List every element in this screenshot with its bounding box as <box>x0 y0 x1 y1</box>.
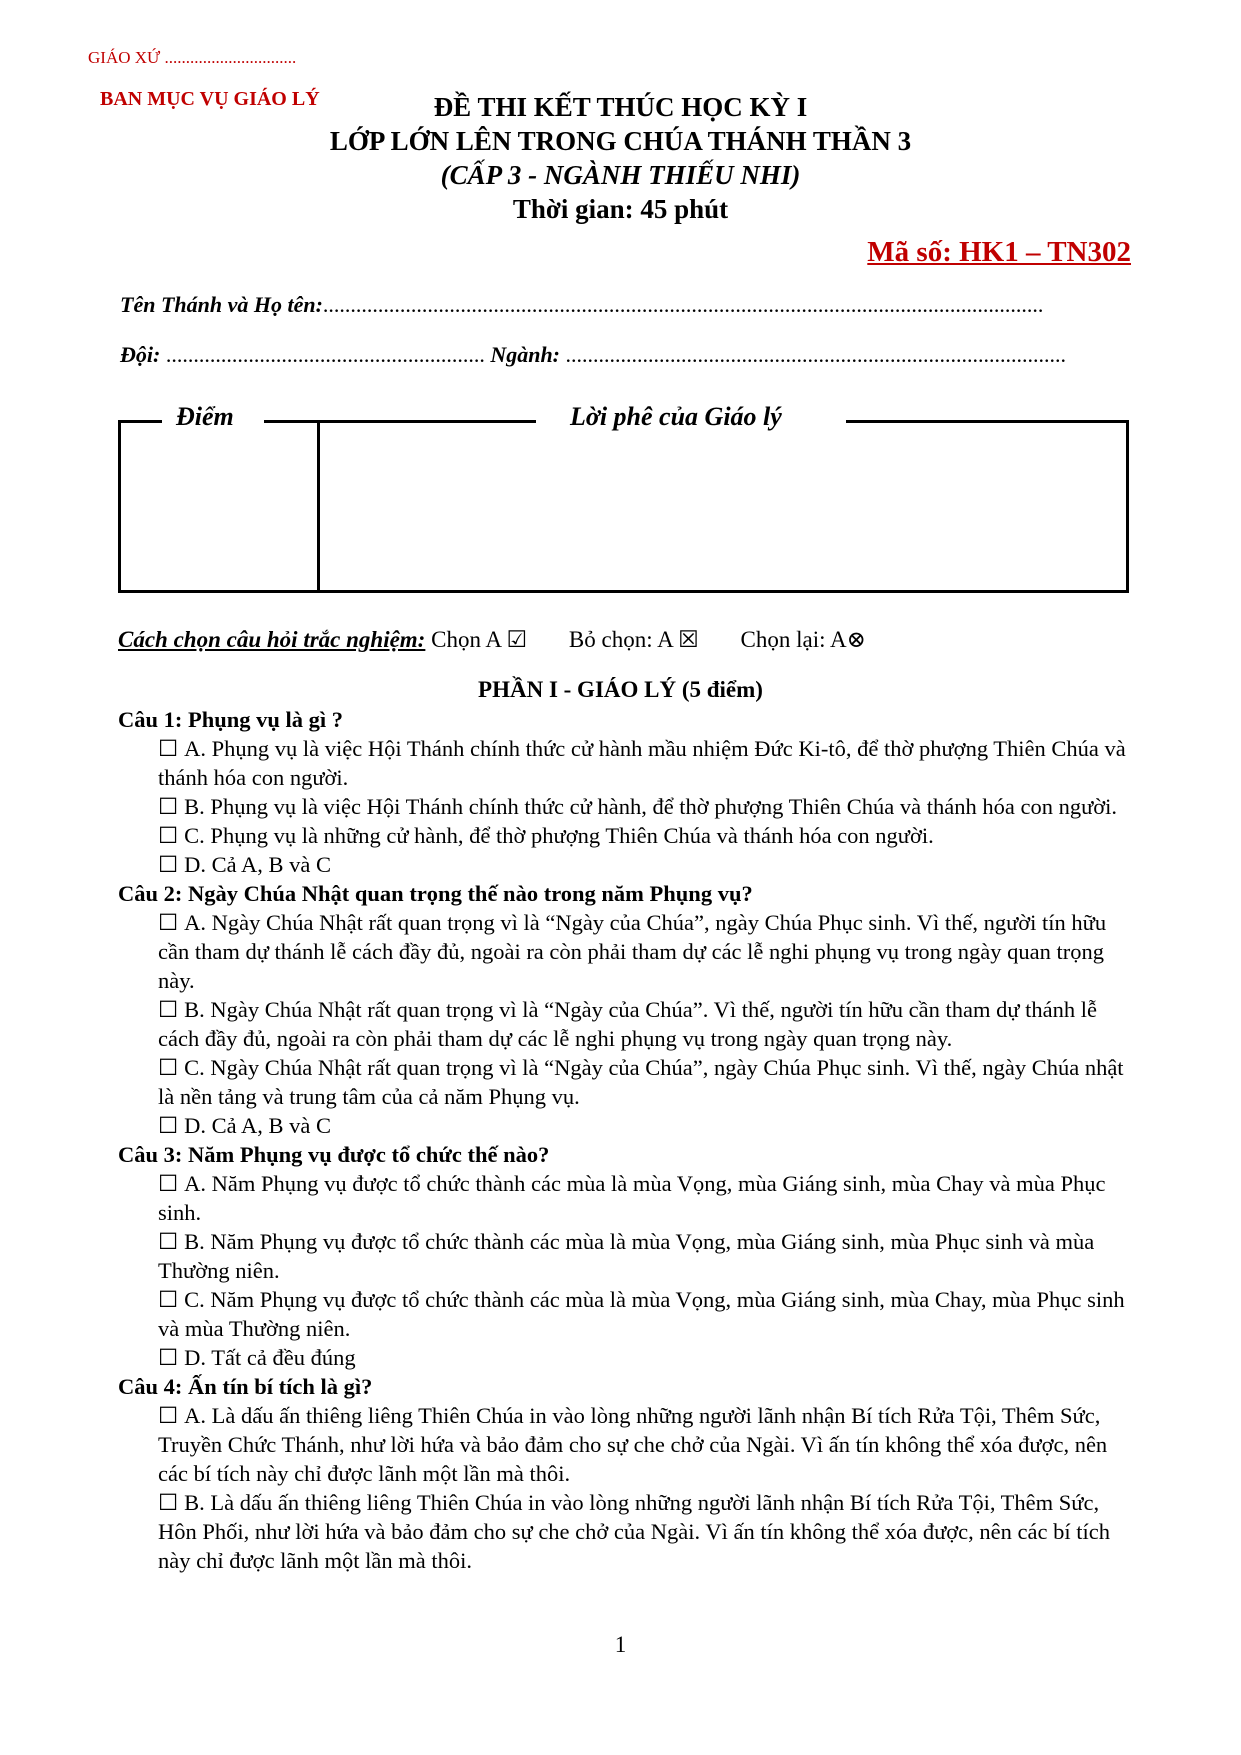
comment-box <box>314 420 1129 593</box>
instruction-rechoose: Chọn lại: A⊗ <box>740 627 866 652</box>
answer-option-text: A. Ngày Chúa Nhật rất quan trọng vì là “Ngày của Chúa”, ngày Chúa Phục sinh. Vì thế, người tín hữu cần tham dự thánh lễ cách đầy đủ, ngoài ra còn phải tham dự các lễ nghi phụng vụ trong ngày quan trọng này. <box>158 910 1107 993</box>
instruction-choose: Chọn A ☑ <box>431 627 528 652</box>
parish-label: GIÁO XỨ ............................... <box>88 48 297 67</box>
checkbox-icon[interactable]: ☐ <box>158 1287 179 1312</box>
answer-option-text: D. Cả A, B và C <box>184 1113 332 1138</box>
answer-option[interactable] <box>118 1488 1132 1575</box>
answer-option-text: D. Cả A, B và C <box>184 852 332 877</box>
answer-option[interactable] <box>118 1343 1132 1372</box>
name-dots: ................................................................................................................................... <box>322 292 1044 317</box>
answer-option[interactable] <box>118 1053 1132 1111</box>
exam-code: Mã số: HK1 – TN302 <box>867 236 1131 268</box>
team-label: Đội: <box>120 342 161 367</box>
name-label: Tên Thánh và Họ tên: <box>120 292 323 317</box>
checkbox-icon[interactable]: ☐ <box>158 910 179 935</box>
checkbox-icon[interactable]: ☐ <box>158 1171 179 1196</box>
box-top-line <box>846 420 1129 423</box>
answer-option[interactable] <box>118 850 1132 879</box>
checkbox-icon[interactable]: ☐ <box>158 736 179 761</box>
box-top-line <box>118 420 162 423</box>
comment-label: Lời phê của Giáo lý <box>570 402 782 431</box>
answer-option-text: A. Phụng vụ là việc Hội Thánh chính thức cử hành mầu nhiệm Đức Ki-tô, để thờ phượng Thiên Chúa và thánh hóa con người. <box>158 736 1126 790</box>
exam-title: ĐỀ THI KẾT THÚC HỌC KỲ I <box>433 92 808 122</box>
answer-option[interactable] <box>118 821 1132 850</box>
box-top-line <box>264 420 536 423</box>
score-label: Điểm <box>176 402 234 431</box>
checkbox-icon[interactable]: ☐ <box>158 1229 179 1254</box>
class-title: LỚP LỚN LÊN TRONG CHÚA THÁNH THẦN 3 <box>329 126 912 156</box>
checkbox-icon[interactable]: ☐ <box>158 1490 179 1515</box>
checkbox-icon[interactable]: ☐ <box>158 1113 179 1138</box>
answer-option[interactable] <box>118 1111 1132 1140</box>
answer-option-text: A. Năm Phụng vụ được tổ chức thành các mùa là mùa Vọng, mùa Giáng sinh, mùa Chay và mùa Phục sinh. <box>158 1171 1106 1225</box>
checkbox-icon[interactable]: ☐ <box>158 1403 179 1428</box>
answer-option-text: B. Là dấu ấn thiêng liêng Thiên Chúa in vào lòng những người lãnh nhận Bí tích Rửa Tội, Thêm Sức, Hôn Phối, như lời hứa và bảo đảm cho sự che chở của Ngài. Vì ấn tín không thể xóa được, nên các bí tích này chỉ được lãnh một lần mà thôi. <box>158 1490 1110 1573</box>
answer-option[interactable] <box>118 1401 1132 1488</box>
answer-option-text: B. Năm Phụng vụ được tổ chức thành các mùa là mùa Vọng, mùa Giáng sinh, mùa Phục sinh và mùa Thường niên. <box>158 1229 1095 1283</box>
checkbox-icon[interactable]: ☐ <box>158 1055 179 1080</box>
duration-title: Thời gian: 45 phút <box>512 194 729 224</box>
checkbox-icon[interactable]: ☐ <box>158 997 179 1022</box>
answer-instructions <box>118 627 866 653</box>
branch-label: Ngành: <box>490 342 561 367</box>
answer-option[interactable] <box>118 1285 1132 1343</box>
question-title: Câu 1: Phụng vụ là gì ? <box>118 707 344 732</box>
answer-option-text: B. Phụng vụ là việc Hội Thánh chính thức cử hành, để thờ phượng Thiên Chúa và thánh hóa con người. <box>184 794 1118 819</box>
page-number: 1 <box>614 1632 627 1657</box>
question-list <box>118 705 1132 1575</box>
instruction-unchoose: Bỏ chọn: A ☒ <box>568 627 699 652</box>
team-branch-field[interactable] <box>120 342 1066 368</box>
checkbox-icon[interactable]: ☐ <box>158 823 179 848</box>
instructions-label: Cách chọn câu hỏi trắc nghiệm: <box>118 627 426 652</box>
answer-option-text: A. Là dấu ấn thiêng liêng Thiên Chúa in vào lòng những người lãnh nhận Bí tích Rửa Tội, Thêm Sức, Truyền Chức Thánh, như lời hứa và bảo đảm cho sự che chở của Ngài. Vì ấn tín không thể xóa được, nên các bí tích này chỉ được lãnh một lần mà thôi. <box>158 1403 1108 1486</box>
branch-dots: ........................................................................................... <box>565 342 1067 367</box>
answer-option-text: C. Phụng vụ là những cử hành, để thờ phượng Thiên Chúa và thánh hóa con người. <box>184 823 934 848</box>
team-dots: .......................................................... <box>165 342 485 367</box>
checkbox-icon[interactable]: ☐ <box>158 1345 179 1370</box>
score-box <box>118 420 320 593</box>
answer-option-text: C. Ngày Chúa Nhật rất quan trọng vì là “Ngày của Chúa”, ngày Chúa Phục sinh. Vì thế, ngày Chúa nhật là nền tảng và trung tâm của cả năm Phụng vụ. <box>158 1055 1124 1109</box>
answer-option-text: B. Ngày Chúa Nhật rất quan trọng vì là “Ngày của Chúa”. Vì thế, người tín hữu cần tham dự thánh lễ cách đầy đủ, ngoài ra còn phải tham dự các lễ nghi phụng vụ trong ngày quan trọng này. <box>158 997 1098 1051</box>
question-title: Câu 4: Ấn tín bí tích là gì? <box>118 1374 373 1399</box>
checkbox-icon[interactable]: ☐ <box>158 794 179 819</box>
answer-option[interactable] <box>118 1169 1132 1227</box>
question-title: Câu 3: Năm Phụng vụ được tổ chức thế nào? <box>118 1142 550 1167</box>
answer-option-text: C. Năm Phụng vụ được tổ chức thành các mùa là mùa Vọng, mùa Giáng sinh, mùa Chay, mùa Phục sinh và mùa Thường niên. <box>158 1287 1125 1341</box>
answer-option[interactable] <box>118 995 1132 1053</box>
answer-option[interactable] <box>118 908 1132 995</box>
question-title: Câu 2: Ngày Chúa Nhật quan trọng thế nào trong năm Phụng vụ? <box>118 881 753 906</box>
answer-option-text: D. Tất cả đều đúng <box>184 1345 356 1370</box>
level-title: (CẤP 3 - NGÀNH THIẾU NHI) <box>440 160 801 190</box>
answer-option[interactable] <box>118 734 1132 792</box>
answer-option[interactable] <box>118 792 1132 821</box>
checkbox-icon[interactable]: ☐ <box>158 852 179 877</box>
answer-option[interactable] <box>118 1227 1132 1285</box>
section-title: PHẦN I - GIÁO LÝ (5 điểm) <box>478 677 763 702</box>
name-field[interactable] <box>120 292 1043 318</box>
department-label: BAN MỤC VỤ GIÁO LÝ <box>100 88 320 110</box>
